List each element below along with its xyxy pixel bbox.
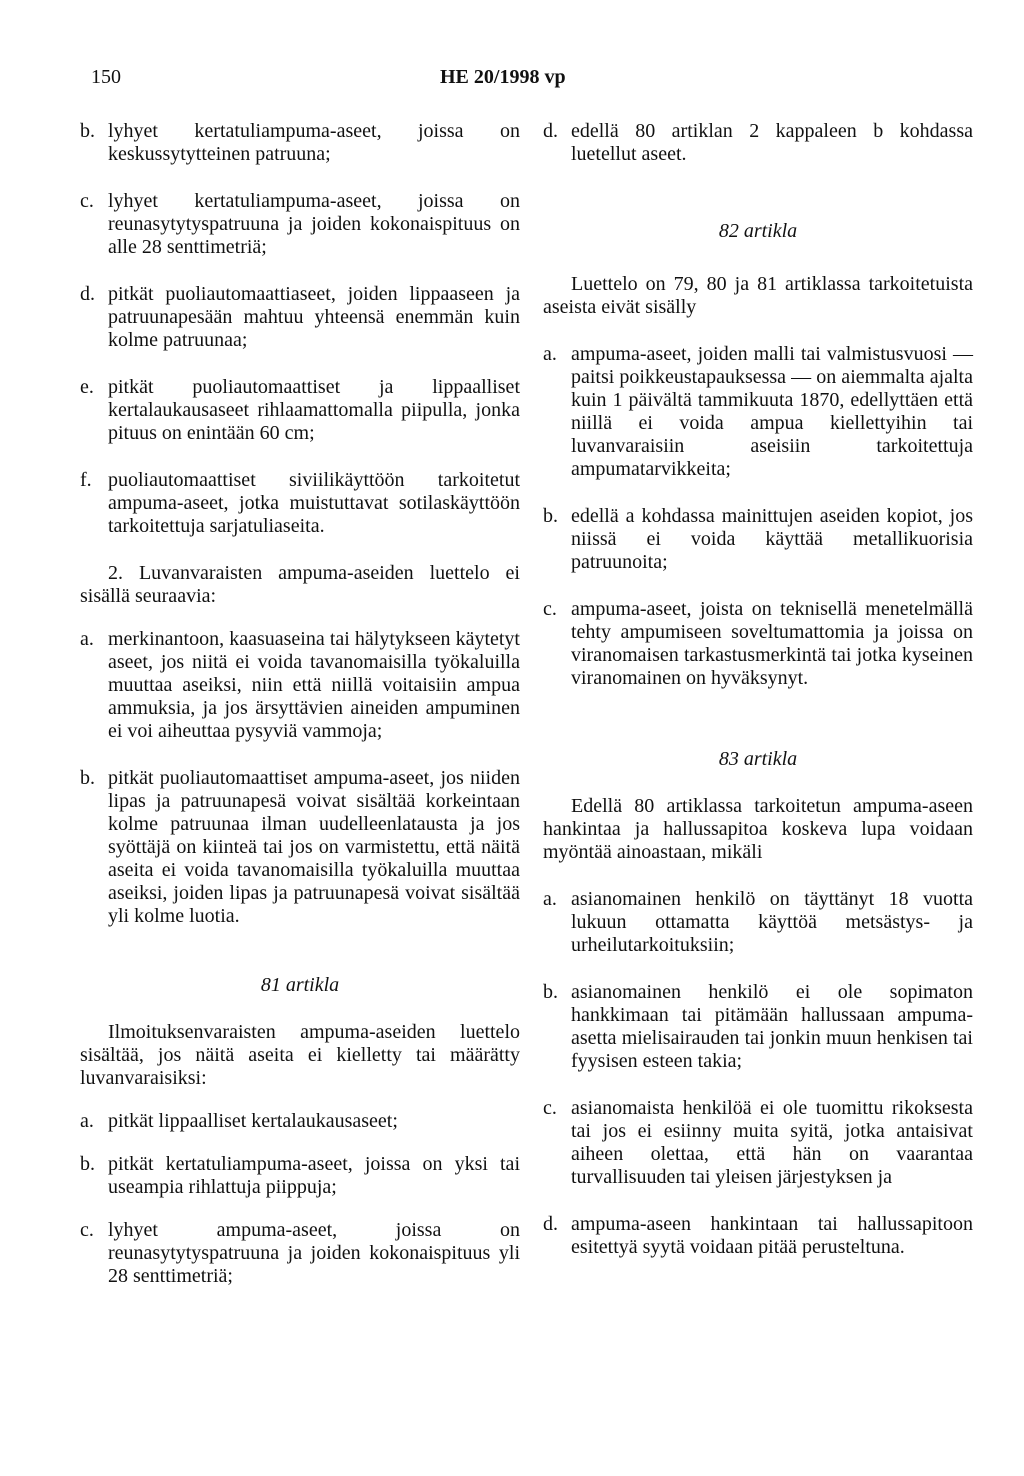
article-83-paragraph: Edellä 80 artiklassa tarkoitetun ampuma-aseen hankintaa ja hallussapitoa koskeva lupa voidaan myöntää ainoastaan, mikäli <box>543 795 973 863</box>
list-item <box>543 343 973 481</box>
item-text: ampuma-aseet, joiden malli tai valmistusvuosi — paitsi poikkeustapauksessa — on aiemmalta ajalta kuin 1 päivältä tammikuuta 1870, edellyttäen että niillä ei voida ampua kiellettyihin tai luvanvaraisiin aseisiin tarkoitettuja ampumatarvikkeita; <box>571 343 973 480</box>
item-text: asianomainen henkilö ei ole sopimaton hankkimaan tai pitämään hallussaan ampuma-asetta mielisairauden tai jonkin muun henkisen tai fyysisen esteen takia; <box>571 981 973 1072</box>
list-item <box>80 767 520 928</box>
item-letter: a. <box>80 1110 94 1132</box>
paragraph-2: 2. Luvanvaraisten ampuma-aseiden luettelo ei sisällä seuraavia: <box>80 562 520 607</box>
list-item <box>80 469 520 538</box>
item-letter: d. <box>80 283 95 305</box>
item-text: pitkät kertatuliampuma-aseet, joissa on yksi tai useampia rihlattuja piippuja; <box>108 1153 520 1198</box>
item-text: edellä a kohdassa mainittujen aseiden kopiot, jos niissä ei voida käyttää metallikuorisia patruunoita; <box>571 505 973 573</box>
list-item <box>543 598 973 690</box>
item-letter: b. <box>80 767 95 789</box>
list-item <box>80 1219 520 1288</box>
item-text: ampuma-aseen hankintaan tai hallussapitoon esitettyä syytä voidaan pitää perusteltuna. <box>571 1213 973 1258</box>
list-item <box>80 283 520 352</box>
article-83-heading: 83 artikla <box>718 748 798 770</box>
list-item <box>80 376 520 445</box>
list-item <box>80 1110 520 1133</box>
list-item <box>80 628 520 743</box>
list-item <box>543 888 973 957</box>
article-82-paragraph: Luettelo on 79, 80 ja 81 artiklassa tarkoitetuista aseista eivät sisälly <box>543 273 973 318</box>
list-item <box>543 505 973 574</box>
item-letter: a. <box>543 888 557 910</box>
item-text: edellä 80 artiklan 2 kappaleen b kohdassa luetellut aseet. <box>571 120 973 165</box>
item-letter: d. <box>543 1213 558 1235</box>
list-item <box>543 1213 973 1259</box>
right-column <box>543 120 973 1259</box>
item-letter: c. <box>80 190 94 212</box>
item-letter: c. <box>543 1097 557 1119</box>
item-letter: a. <box>80 628 94 650</box>
item-letter: d. <box>543 120 558 142</box>
list-item <box>543 1097 973 1189</box>
list-item <box>80 190 520 259</box>
item-letter: c. <box>543 598 557 620</box>
article-81-heading: 81 artikla <box>260 974 340 996</box>
list-item <box>543 120 973 166</box>
item-text: lyhyet kertatuliampuma-aseet, joissa on reunasytytyspatruuna ja joiden kokonaispituus on alle 28 senttimetriä; <box>108 190 520 258</box>
item-text: ampuma-aseet, joista on teknisellä menetelmällä tehty ampumiseen soveltumattomia ja joissa on viranomaisen tarkastusmerkintä tai jotka kyseinen viranomainen on hyväksynyt. <box>571 598 973 689</box>
item-letter: e. <box>80 376 94 398</box>
left-column <box>80 120 520 1288</box>
item-text: pitkät lippaalliset kertalaukausaseet; <box>108 1110 398 1132</box>
item-text: asianomainen henkilö on täyttänyt 18 vuotta lukuun ottamatta käyttöä metsästys- ja urheilutarkoituksiin; <box>571 888 973 956</box>
item-text: asianomaista henkilöä ei ole tuomittu rikoksesta tai jos ei esiinny muita syitä, jotka antaisivat aiheen olettaa, että hän on vaarantaa turvallisuuden tai yleisen järjestyksen ja <box>571 1097 973 1188</box>
running-head: HE 20/1998 vp <box>440 66 566 88</box>
item-letter: f. <box>80 469 92 491</box>
item-text: lyhyet ampuma-aseet, joissa on reunasytytyspatruuna ja joiden kokonaispituus yli 28 senttimetriä; <box>108 1219 520 1287</box>
list-item <box>543 981 973 1073</box>
item-letter: c. <box>80 1219 94 1241</box>
item-letter: a. <box>543 343 557 365</box>
item-text: lyhyet kertatuliampuma-aseet, joissa on keskussytytteinen patruuna; <box>108 120 520 165</box>
list-item <box>80 120 520 166</box>
article-81-paragraph: Ilmoituksenvaraisten ampuma-aseiden luettelo sisältää, jos näitä aseita ei kielletty tai määrätty luvanvaraisiksi: <box>80 1021 520 1089</box>
item-text: pitkät puoliautomaattiset ampuma-aseet, jos niiden lipas ja patruunapesä voivat sisältää korkeintaan kolme patruunaa ilman uudelleenlatausta ja jos syöttäjä on kiinteä tai jos on varmistettu, että näitä aseita ei voida tavanomaisilla työkaluilla muuttaa aseiksi, joiden lipas ja patruunapesä voivat sisältää yli kolme luotia. <box>108 767 520 927</box>
item-text: merkinantoon, kaasuaseina tai hälytykseen käytetyt aseet, jos niitä ei voida tavanomaisilla työkaluilla muuttaa aseiksi, niin että niillä voitaisiin ampua ammuksia, ja jos ärsyttävien aineiden ampuminen ei voi aiheuttaa pysyviä vammoja; <box>108 628 520 742</box>
item-letter: b. <box>543 505 558 527</box>
article-82-heading: 82 artikla <box>718 220 798 242</box>
item-letter: b. <box>80 1153 95 1175</box>
item-text: puoliautomaattiset siviilikäyttöön tarkoitetut ampuma-aseet, jotka muistuttavat sotilaskäyttöön tarkoitettuja sarjatuliaseita. <box>108 469 520 537</box>
item-letter: b. <box>543 981 558 1003</box>
page-number: 150 <box>91 66 121 88</box>
item-text: pitkät puoliautomaattiaseet, joiden lippaaseen ja patruunapesään mahtuu yhteensä enemmän kuin kolme patruunaa; <box>108 283 520 351</box>
item-letter: b. <box>80 120 95 142</box>
item-text: pitkät puoliautomaattiset ja lippaalliset kertalaukausaseet rihlaamattomalla piipulla, jonka pituus on enintään 60 cm; <box>108 376 520 444</box>
list-item <box>80 1153 520 1199</box>
